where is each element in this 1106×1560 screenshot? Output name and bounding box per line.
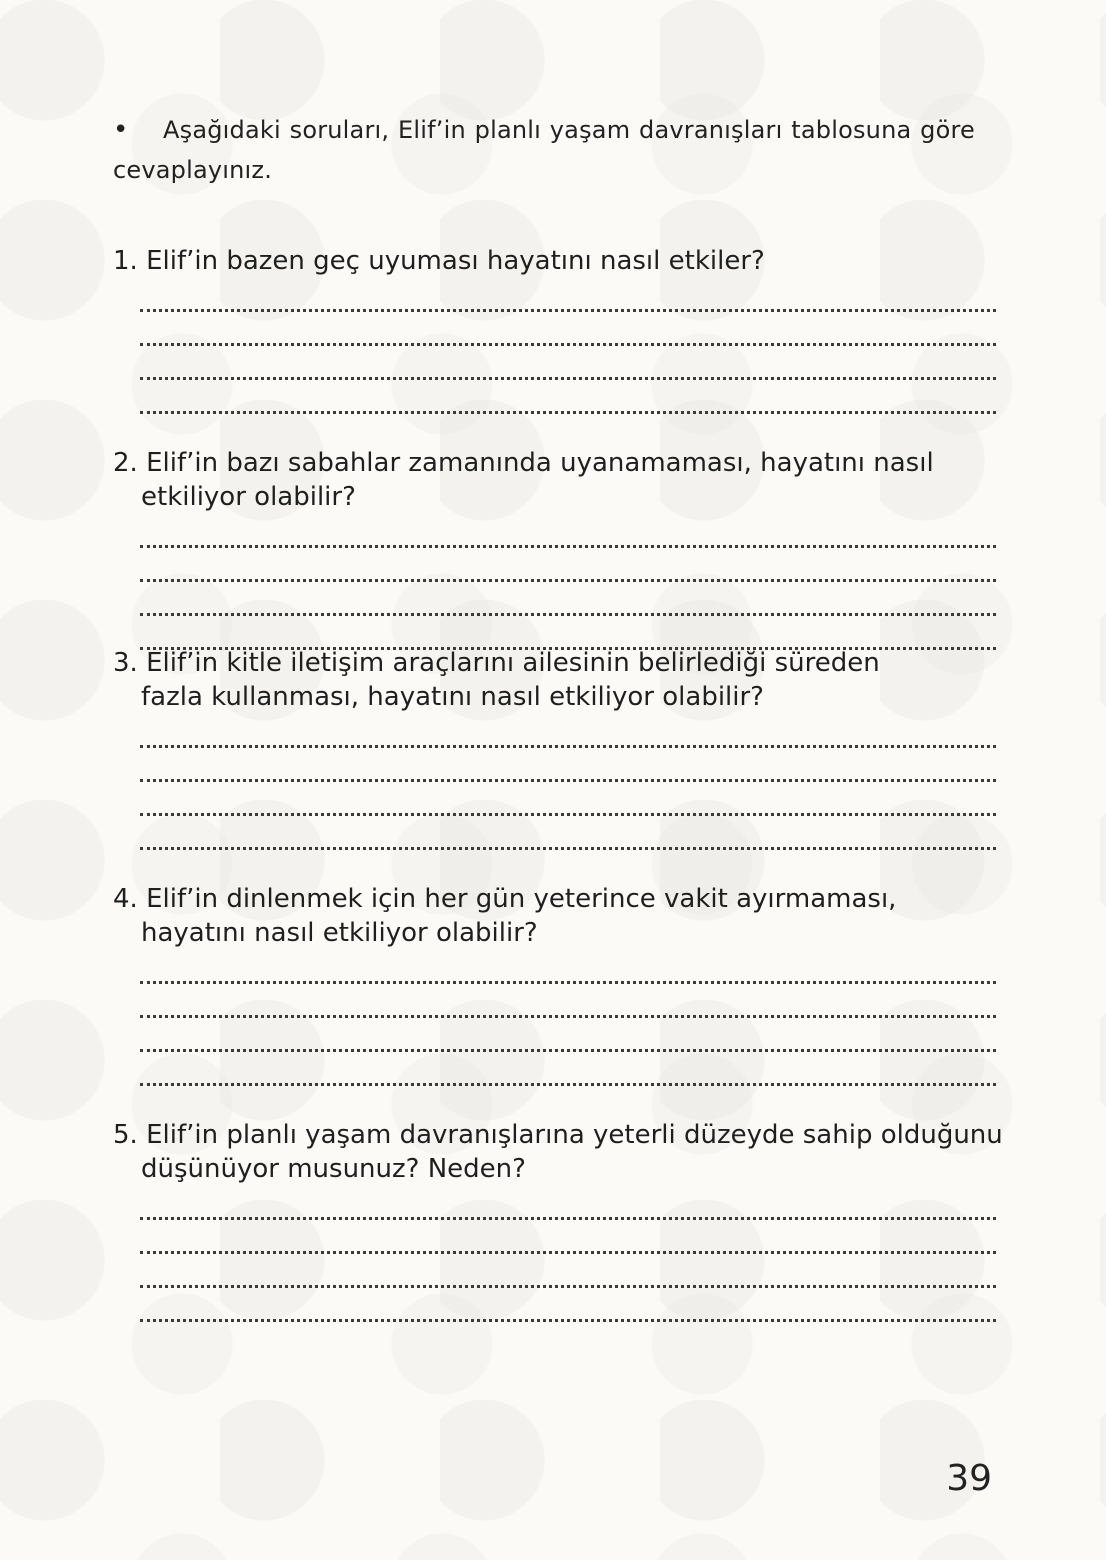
question-2-text: 2. Elif’in bazı sabahlar zamanında uyanamaması, hayatını nasıl etkiliyor olabilir? xyxy=(113,448,934,512)
answer-line[interactable] xyxy=(140,714,996,748)
page-number: 39 xyxy=(946,1458,992,1499)
answer-line[interactable] xyxy=(140,1288,996,1322)
answer-line[interactable] xyxy=(140,1186,996,1220)
question-1-text: 1. Elif’in bazen geç uyuması hayatını nasıl etkiler? xyxy=(113,246,765,276)
answer-line[interactable] xyxy=(140,950,996,984)
answer-line[interactable] xyxy=(140,782,996,816)
question-4-text: 4. Elif’in dinlenmek için her gün yeterince vakit ayırmaması, hayatını nasıl etkiliyor olabilir? xyxy=(113,884,897,948)
question-3-text: 3. Elif’in kitle iletişim araçlarını ailesinin belirlediği süreden fazla kullanması, hayatını nasıl etkiliyor olabilir? xyxy=(113,648,880,712)
question-4 xyxy=(113,882,1003,1086)
question-1 xyxy=(113,244,1003,414)
answer-area-4[interactable] xyxy=(113,950,1003,1086)
answer-line[interactable] xyxy=(140,346,996,380)
answer-line[interactable] xyxy=(140,984,996,1018)
answer-line[interactable] xyxy=(140,1220,996,1254)
answer-line[interactable] xyxy=(140,380,996,414)
question-5-text: 5. Elif’in planlı yaşam davranışlarına yeterli düzeyde sahip olduğunu düşünüyor musunuz? Neden? xyxy=(113,1120,1003,1184)
question-2 xyxy=(113,446,1003,650)
answer-line[interactable] xyxy=(140,1052,996,1086)
answer-area-5[interactable] xyxy=(113,1186,1003,1322)
answer-line[interactable] xyxy=(140,548,996,582)
instructions xyxy=(113,110,975,190)
question-3 xyxy=(113,646,1003,850)
answer-line[interactable] xyxy=(140,616,996,650)
instructions-text: Aşağıdaki soruları, Elif’in planlı yaşam davranışları tablosuna göre cevaplayınız. xyxy=(113,116,975,184)
answer-line[interactable] xyxy=(140,278,996,312)
answer-area-2[interactable] xyxy=(113,514,1003,650)
answer-area-3[interactable] xyxy=(113,714,1003,850)
answer-line[interactable] xyxy=(140,816,996,850)
answer-line[interactable] xyxy=(140,748,996,782)
answer-line[interactable] xyxy=(140,582,996,616)
answer-line[interactable] xyxy=(140,312,996,346)
answer-line[interactable] xyxy=(140,1018,996,1052)
question-5 xyxy=(113,1118,1003,1322)
answer-line[interactable] xyxy=(140,1254,996,1288)
bullet-icon: • xyxy=(113,115,129,145)
answer-area-1[interactable] xyxy=(113,278,1003,414)
answer-line[interactable] xyxy=(140,514,996,548)
